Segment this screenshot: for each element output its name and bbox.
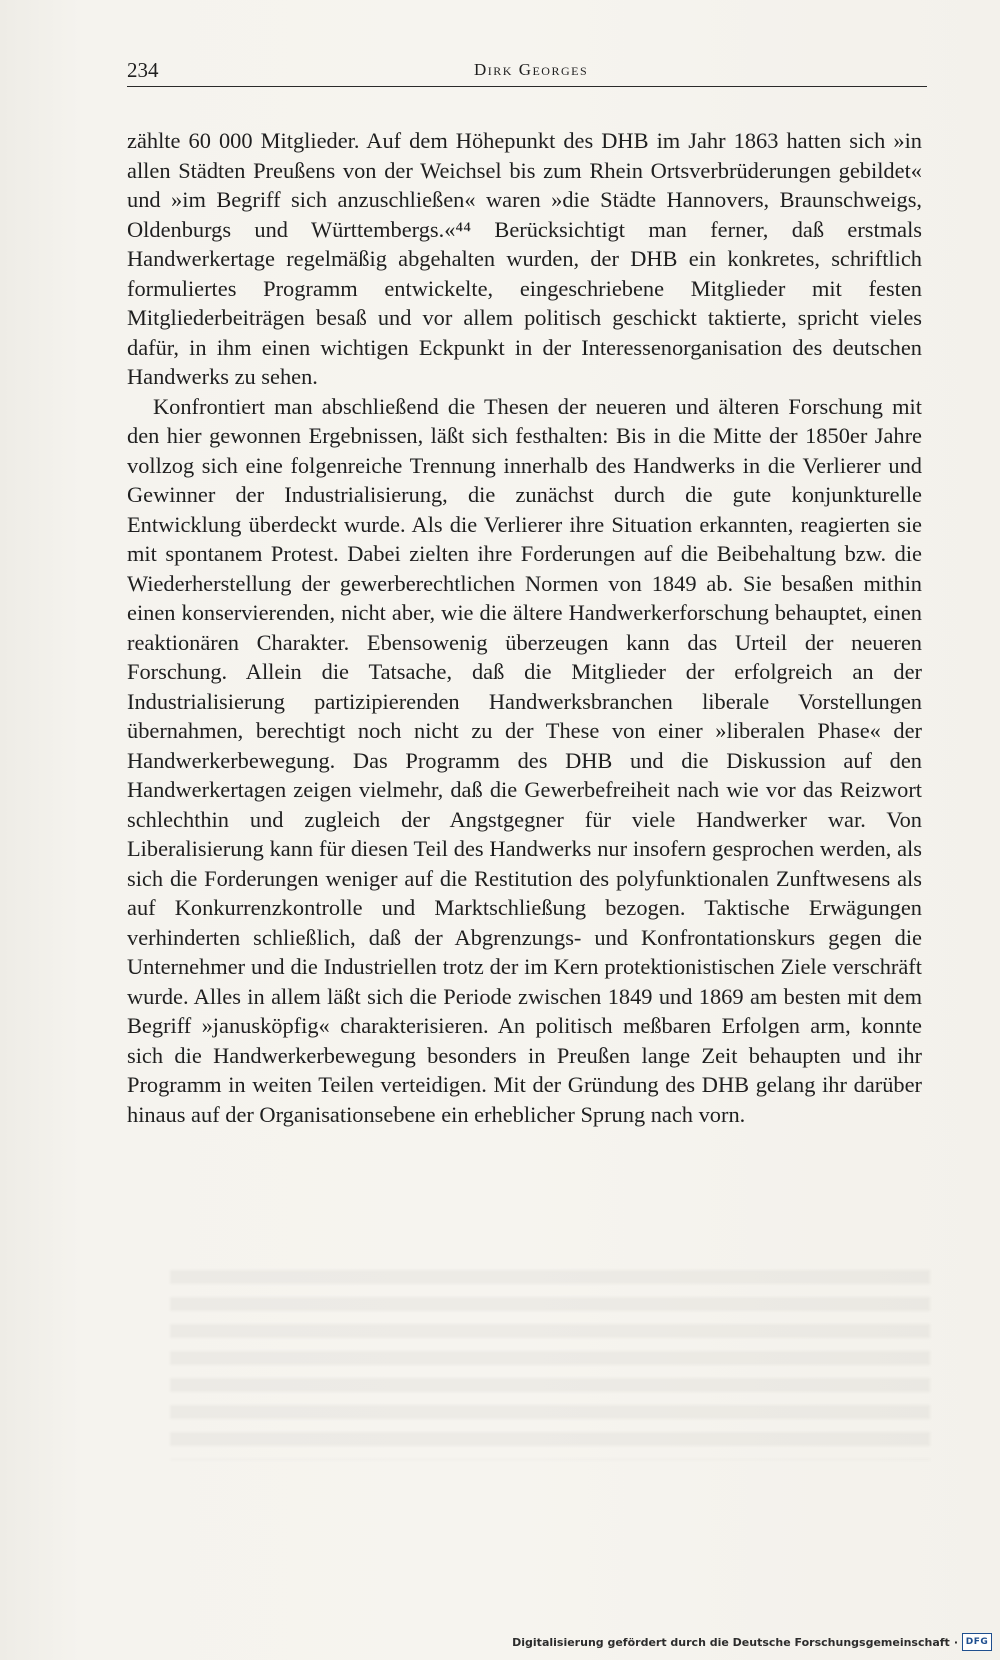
digitization-credit — [512, 1632, 1000, 1652]
paragraph-2: Konfrontiert man abschließend die Thesen der neueren und älteren Forschung mit den hier gewonnen Ergebnissen, läßt sich festhalten: Bis in die Mitte der 1850er Jahre vollzog sich eine folgenreiche Trennung innerhalb des Handwerks in die Verlierer und Gewinner der Industrialisierung, die zunächst durch die gute konjunkturelle Entwicklung überdeckt wurde. Als die Verlierer ihre Situation erkannten, reagierten sie mit spontanem Protest. Dabei zielten ihre Forderungen auf die Beibehaltung bzw. die Wiederherstellung der gewerberechtlichen Normen von 1849 ab. Sie besaßen mithin einen konservierenden, nicht aber, wie die ältere Handwerkerforschung behauptet, einen reaktionären Charakter. Ebensowenig überzeugen kann das Urteil der neueren Forschung. Allein die Tatsache, daß die Mitglieder der erfolgreich an der Industrialisierung partizipierenden Handwerksbranchen liberale Vorstellungen übernahmen, berechtigt noch nicht zu der These von einer »liberalen Phase« der Handwerkerbewegung. Das Programm des DHB und die Diskussion auf den Handwerkertagen zeigen vielmehr, daß die Gewerbefreiheit nach wie vor das Reizwort schlechthin und zugleich der Angstgegner für viele Handwerker war. Von Liberalisierung kann für diesen Teil des Handwerks nur insofern gesprochen werden, als sich die Forderungen weniger auf die Restitution des polyfunktionalen Zunftwesens als auf Konkurrenzkontrolle und Marktschließung bezogen. Taktische Erwägungen verhinderten schließlich, daß der Abgrenzungs- und Konfrontationskurs gegen die Unternehmer und die Industriellen trotz der im Kern protektionistischen Ziele verschräft wurde. Alles in allem läßt sich die Periode zwischen 1849 und 1869 am besten mit dem Begriff »janusköpfig« charakterisieren. An politisch meßbaren Erfolgen arm, konnte sich die Handwerkerbewegung besonders in Preußen lange Zeit behaupten und ihr Programm in weiten Teilen verteidigen. Mit der Gründung des DHB gelang ihr darüber hinaus auf der Organisationsebene ein erheblicher Sprung nach vorn. — [127, 393, 922, 1127]
running-head: Dirk Georges — [474, 60, 589, 79]
page-header — [127, 58, 927, 87]
body-text — [127, 126, 922, 1129]
page-number: 234 — [127, 58, 159, 82]
credit-text: Digitalisierung gefördert durch die Deutsche Forschungsgemeinschaft — [512, 1635, 950, 1649]
paragraph-1: zählte 60 000 Mitglieder. Auf dem Höhepunkt des DHB im Jahr 1863 hatten sich »in allen Städten Preußens von der Weichsel bis zum Rhein Ortsverbrüderungen gebildet« und »im Begriff sich anzuschließen« waren »die Städte Hannovers, Braunschweigs, Oldenburgs und Württembergs.«⁴⁴ Berücksichtigt man ferner, daß erstmals Handwerkertage regelmäßig abgehalten wurden, der DHB ein konkretes, schriftlich formuliertes Programm entwickelte, eingeschriebene Mitglieder mit festen Mitgliederbeiträgen besaß und vor allem politisch geschickt taktierte, spricht vieles dafür, in ihm einen wichtigen Eckpunkt in der Interessenorganisation des deutschen Handwerks zu sehen. — [127, 128, 922, 389]
dfg-logo-icon: DFG — [962, 1633, 992, 1651]
bleed-through-text — [170, 1270, 930, 1460]
credit-separator: · — [953, 1635, 958, 1649]
